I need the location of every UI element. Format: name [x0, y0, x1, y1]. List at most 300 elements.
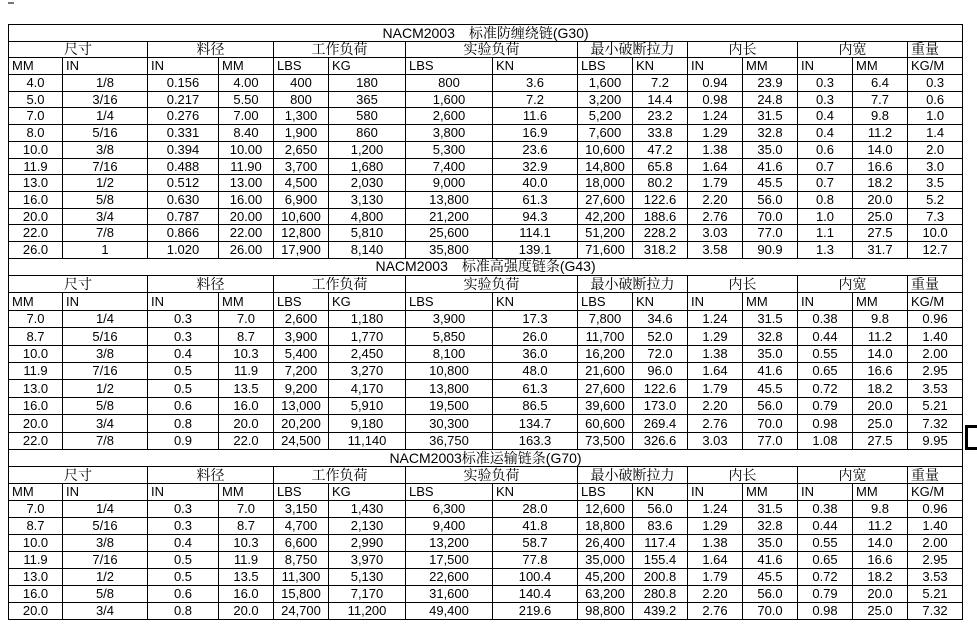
column-group-header: 内长 — [688, 41, 798, 58]
chain-spec-tables — [8, 24, 963, 620]
table-cell: 17.3 — [493, 310, 578, 327]
table-cell: 269.4 — [633, 415, 688, 432]
table-cell: 32.8 — [743, 517, 798, 534]
column-group-header-row — [9, 466, 963, 483]
table-cell: 6,600 — [274, 534, 329, 551]
table-cell: 3/4 — [63, 602, 148, 619]
table-cell: 20.0 — [9, 415, 63, 432]
column-unit-header-row — [9, 58, 963, 75]
column-unit-header: LBS — [274, 58, 329, 75]
table-cell: 31.5 — [743, 310, 798, 327]
table-cell: 100.4 — [493, 568, 578, 585]
table-cell: 20.0 — [9, 602, 63, 619]
table-cell: 32.8 — [743, 125, 798, 142]
table-cell: 1,300 — [274, 108, 329, 125]
column-unit-header-row — [9, 293, 963, 310]
column-group-header: 工作负荷 — [274, 276, 406, 293]
table-cell: 0.6 — [148, 585, 219, 602]
table-cell: 0.65 — [798, 551, 853, 568]
table-cell: 56.0 — [743, 585, 798, 602]
table-title-row — [9, 449, 963, 466]
table-cell: 9,180 — [329, 415, 406, 432]
table-cell: 0.6 — [148, 397, 219, 414]
table-cell: 13.5 — [219, 380, 274, 397]
table-cell: 30,300 — [406, 415, 493, 432]
table-cell: 49,400 — [406, 602, 493, 619]
table-cell: 9.8 — [853, 500, 908, 517]
clipped-rectangle-shape — [965, 425, 977, 450]
table-cell: 0.3 — [148, 310, 219, 327]
table-cell: 16.9 — [493, 125, 578, 142]
column-group-header: 工作负荷 — [274, 466, 406, 483]
table-cell: 13.0 — [9, 380, 63, 397]
table-cell: 6.4 — [853, 75, 908, 92]
table-cell: 11.90 — [219, 158, 274, 175]
table-cell: 7/16 — [63, 551, 148, 568]
table-cell: 7.2 — [633, 75, 688, 92]
table-cell: 2,600 — [406, 108, 493, 125]
table-cell: 16.0 — [9, 397, 63, 414]
table-cell: 1,600 — [578, 75, 633, 92]
table-cell: 3/16 — [63, 91, 148, 108]
table-cell: 8.40 — [219, 125, 274, 142]
table-cell: 9.8 — [853, 108, 908, 125]
table-row — [9, 534, 963, 551]
table-cell: 41.6 — [743, 158, 798, 175]
table-cell: 24,500 — [274, 432, 329, 449]
table-cell: 45.5 — [743, 568, 798, 585]
column-unit-header: IN — [148, 483, 219, 500]
table-cell: 8,140 — [329, 241, 406, 258]
table-cell: 4,170 — [329, 380, 406, 397]
table-cell: 0.512 — [148, 175, 219, 192]
table-cell: 3.58 — [688, 241, 743, 258]
table-cell: 1.24 — [688, 108, 743, 125]
table-cell: 228.2 — [633, 225, 688, 242]
table-cell: 0.94 — [688, 75, 743, 92]
table-cell: 3.03 — [688, 225, 743, 242]
table-cell: 22.0 — [9, 225, 63, 242]
table-cell: 0.96 — [908, 310, 963, 327]
table-cell: 35.0 — [743, 141, 798, 158]
table-cell: 45.5 — [743, 380, 798, 397]
table-cell: 12,800 — [274, 225, 329, 242]
table-cell: 7/16 — [63, 158, 148, 175]
table-cell: 11.2 — [853, 125, 908, 142]
table-cell: 0.4 — [798, 108, 853, 125]
column-group-header: 料径 — [148, 276, 274, 293]
column-group-header: 最小破断拉力 — [578, 276, 688, 293]
table-cell: 83.6 — [633, 517, 688, 534]
table-cell: 10.00 — [219, 141, 274, 158]
table-cell: 11.2 — [853, 517, 908, 534]
table-cell: 13.00 — [219, 175, 274, 192]
table-cell: 72.0 — [633, 345, 688, 362]
column-unit-header: MM — [743, 293, 798, 310]
table-cell: 18,000 — [578, 175, 633, 192]
table-cell: 35,000 — [578, 551, 633, 568]
table-cell: 3,900 — [274, 328, 329, 345]
table-row — [9, 500, 963, 517]
column-group-header: 内宽 — [798, 41, 908, 58]
table-cell: 1,770 — [329, 328, 406, 345]
table-cell: 1/4 — [63, 108, 148, 125]
table-cell: 2.95 — [908, 551, 963, 568]
table-cell: 0.3 — [148, 500, 219, 517]
table-cell: 0.630 — [148, 191, 219, 208]
table-cell: 0.72 — [798, 568, 853, 585]
table-cell: 3.5 — [908, 175, 963, 192]
column-unit-header: IN — [63, 483, 148, 500]
table-cell: 26,400 — [578, 534, 633, 551]
table-cell: 56.0 — [743, 191, 798, 208]
table-cell: 18.2 — [853, 568, 908, 585]
table-cell: 14.4 — [633, 91, 688, 108]
table-cell: 56.0 — [743, 397, 798, 414]
table-cell: 77.8 — [493, 551, 578, 568]
column-group-header-row — [9, 41, 963, 58]
column-unit-header: LBS — [578, 58, 633, 75]
table-cell: 0.38 — [798, 500, 853, 517]
table-cell: 0.866 — [148, 225, 219, 242]
table-cell: 20.0 — [219, 602, 274, 619]
table-cell: 5/8 — [63, 585, 148, 602]
table-cell: 5,200 — [578, 108, 633, 125]
table-cell: 5/16 — [63, 328, 148, 345]
table-cell: 25.0 — [853, 415, 908, 432]
column-group-header: 内长 — [688, 466, 798, 483]
table-cell: 2.00 — [908, 345, 963, 362]
column-unit-header: MM — [219, 483, 274, 500]
table-cell: 4,500 — [274, 175, 329, 192]
table-cell: 13,200 — [406, 534, 493, 551]
table-cell: 61.3 — [493, 191, 578, 208]
table-cell: 14.0 — [853, 534, 908, 551]
table-cell: 7.7 — [853, 91, 908, 108]
table-cell: 58.7 — [493, 534, 578, 551]
column-group-header: 尺寸 — [9, 276, 148, 293]
table-cell: 0.8 — [148, 602, 219, 619]
table-cell: 35.0 — [743, 345, 798, 362]
table-cell: 2,030 — [329, 175, 406, 192]
table-cell: 26.00 — [219, 241, 274, 258]
table-cell: 52.0 — [633, 328, 688, 345]
table-cell: 7/8 — [63, 432, 148, 449]
column-group-header: 实验负荷 — [406, 466, 578, 483]
table-cell: 6,300 — [406, 500, 493, 517]
table-cell: 5,400 — [274, 345, 329, 362]
table-cell: 41.6 — [743, 551, 798, 568]
table-cell: 5.0 — [9, 91, 63, 108]
column-unit-header: IN — [148, 293, 219, 310]
table-cell: 61.3 — [493, 380, 578, 397]
table-cell: 8.7 — [9, 517, 63, 534]
table-cell: 0.3 — [798, 75, 853, 92]
table-cell: 86.5 — [493, 397, 578, 414]
column-group-header: 料径 — [148, 41, 274, 58]
table-cell: 3.53 — [908, 568, 963, 585]
table-cell: 10,800 — [406, 362, 493, 379]
table-cell: 3,970 — [329, 551, 406, 568]
table-cell: 5.2 — [908, 191, 963, 208]
table-cell: 11.9 — [219, 551, 274, 568]
table-cell: 20.0 — [219, 415, 274, 432]
column-unit-header-row — [9, 483, 963, 500]
table-cell: 2,650 — [274, 141, 329, 158]
table-cell: 2.00 — [908, 534, 963, 551]
table-cell: 31.7 — [853, 241, 908, 258]
table-cell: 860 — [329, 125, 406, 142]
table-cell: 1.64 — [688, 362, 743, 379]
column-unit-header: IN — [688, 293, 743, 310]
table-cell: 280.8 — [633, 585, 688, 602]
table-cell: 23.2 — [633, 108, 688, 125]
table-cell: 10.3 — [219, 534, 274, 551]
table-cell: 1,680 — [329, 158, 406, 175]
table-cell: 1.0 — [798, 208, 853, 225]
table-cell: 48.0 — [493, 362, 578, 379]
column-unit-header: IN — [798, 58, 853, 75]
table-cell: 4,800 — [329, 208, 406, 225]
table-cell: 28.0 — [493, 500, 578, 517]
table-cell: 24.8 — [743, 91, 798, 108]
column-unit-header: KG/M — [908, 58, 963, 75]
table-cell: 1.29 — [688, 328, 743, 345]
column-unit-header: KN — [633, 293, 688, 310]
table-cell: 70.0 — [743, 208, 798, 225]
table-cell: 31.5 — [743, 500, 798, 517]
table-cell: 23.9 — [743, 75, 798, 92]
table-cell: 12,600 — [578, 500, 633, 517]
table-cell: 47.2 — [633, 141, 688, 158]
table-cell: 25,600 — [406, 225, 493, 242]
table-cell: 40.0 — [493, 175, 578, 192]
column-group-header: 尺寸 — [9, 466, 148, 483]
table-cell: 9.95 — [908, 432, 963, 449]
table-row — [9, 397, 963, 414]
table-cell: 7,400 — [406, 158, 493, 175]
table-cell: 1,430 — [329, 500, 406, 517]
table-cell: 27,600 — [578, 380, 633, 397]
table-cell: 35.0 — [743, 534, 798, 551]
table-title-g70: NACM2003标准运输链条(G70) — [9, 449, 963, 466]
table-cell: 11.9 — [9, 158, 63, 175]
column-unit-header: MM — [219, 58, 274, 75]
column-unit-header: KG — [329, 293, 406, 310]
table-cell: 439.2 — [633, 602, 688, 619]
table-cell: 5,810 — [329, 225, 406, 242]
table-cell: 7.3 — [908, 208, 963, 225]
table-cell: 24,700 — [274, 602, 329, 619]
table-cell: 800 — [406, 75, 493, 92]
table-cell: 1/2 — [63, 175, 148, 192]
table-cell: 12.7 — [908, 241, 963, 258]
table-cell: 8,750 — [274, 551, 329, 568]
table-cell: 3,130 — [329, 191, 406, 208]
table-cell: 16.6 — [853, 551, 908, 568]
table-cell: 7.32 — [908, 602, 963, 619]
table-cell: 3,800 — [406, 125, 493, 142]
table-cell: 34.6 — [633, 310, 688, 327]
table-cell: 0.8 — [798, 191, 853, 208]
table-cell: 14.0 — [853, 345, 908, 362]
table-cell: 1.40 — [908, 517, 963, 534]
table-cell: 0.4 — [798, 125, 853, 142]
table-cell: 22,600 — [406, 568, 493, 585]
table-cell: 2.76 — [688, 208, 743, 225]
table-cell: 7,170 — [329, 585, 406, 602]
table-cell: 219.6 — [493, 602, 578, 619]
table-cell: 10.3 — [219, 345, 274, 362]
table-cell: 41.8 — [493, 517, 578, 534]
table-cell: 200.8 — [633, 568, 688, 585]
table-cell: 13,800 — [406, 191, 493, 208]
table-cell: 7.0 — [219, 500, 274, 517]
table-cell: 9.8 — [853, 310, 908, 327]
table-cell: 2,600 — [274, 310, 329, 327]
column-unit-header: KG — [329, 58, 406, 75]
table-cell: 1.3 — [798, 241, 853, 258]
table-cell: 31,600 — [406, 585, 493, 602]
table-cell: 90.9 — [743, 241, 798, 258]
column-unit-header: LBS — [406, 58, 493, 75]
table-cell: 20.0 — [853, 397, 908, 414]
table-cell: 13,800 — [406, 380, 493, 397]
table-cell: 16.6 — [853, 362, 908, 379]
table-cell: 0.98 — [798, 602, 853, 619]
column-group-header: 实验负荷 — [406, 276, 578, 293]
table-cell: 18,800 — [578, 517, 633, 534]
table-cell: 2,990 — [329, 534, 406, 551]
table-cell: 7.0 — [9, 108, 63, 125]
table-row — [9, 517, 963, 534]
table-cell: 2.20 — [688, 585, 743, 602]
table-cell: 7.0 — [9, 310, 63, 327]
table-cell: 27.5 — [853, 225, 908, 242]
column-group-header: 内宽 — [798, 276, 908, 293]
table-row — [9, 175, 963, 192]
chain-spec-table-g43 — [8, 258, 963, 450]
table-cell: 114.1 — [493, 225, 578, 242]
column-unit-header: LBS — [578, 293, 633, 310]
column-unit-header: MM — [9, 483, 63, 500]
column-unit-header: LBS — [578, 483, 633, 500]
table-row — [9, 91, 963, 108]
column-group-header: 工作负荷 — [274, 41, 406, 58]
table-cell: 0.55 — [798, 345, 853, 362]
table-cell: 21,600 — [578, 362, 633, 379]
table-cell: 1/8 — [63, 75, 148, 92]
column-unit-header: KN — [633, 483, 688, 500]
table-cell: 3,700 — [274, 158, 329, 175]
table-cell: 31.5 — [743, 108, 798, 125]
table-cell: 7.0 — [219, 310, 274, 327]
table-cell: 2.20 — [688, 397, 743, 414]
table-row — [9, 328, 963, 345]
table-cell: 1 — [63, 241, 148, 258]
table-cell: 1.29 — [688, 125, 743, 142]
table-cell: 8,100 — [406, 345, 493, 362]
table-cell: 27,600 — [578, 191, 633, 208]
column-unit-header: KN — [493, 58, 578, 75]
column-group-header: 最小破断拉力 — [578, 41, 688, 58]
table-cell: 27.5 — [853, 432, 908, 449]
table-cell: 42,200 — [578, 208, 633, 225]
table-cell: 16.0 — [9, 191, 63, 208]
table-cell: 0.3 — [148, 328, 219, 345]
table-cell: 4.0 — [9, 75, 63, 92]
table-row — [9, 585, 963, 602]
table-cell: 11.9 — [9, 362, 63, 379]
table-cell: 10,600 — [578, 141, 633, 158]
table-cell: 98,800 — [578, 602, 633, 619]
column-unit-header: IN — [148, 58, 219, 75]
chain-spec-table-g30 — [8, 24, 963, 259]
table-cell: 22.00 — [219, 225, 274, 242]
table-cell: 7.2 — [493, 91, 578, 108]
table-cell: 96.0 — [633, 362, 688, 379]
table-cell: 155.4 — [633, 551, 688, 568]
table-cell: 0.6 — [908, 91, 963, 108]
column-unit-header: IN — [688, 58, 743, 75]
column-unit-header: IN — [688, 483, 743, 500]
table-cell: 11.9 — [9, 551, 63, 568]
table-cell: 2.0 — [908, 141, 963, 158]
table-cell: 20,200 — [274, 415, 329, 432]
table-cell: 8.7 — [9, 328, 63, 345]
table-cell: 23.6 — [493, 141, 578, 158]
table-cell: 1/4 — [63, 500, 148, 517]
table-cell: 10,600 — [274, 208, 329, 225]
table-cell: 32.8 — [743, 328, 798, 345]
table-cell: 0.4 — [148, 345, 219, 362]
table-cell: 1.79 — [688, 380, 743, 397]
table-cell: 122.6 — [633, 380, 688, 397]
table-cell: 35,800 — [406, 241, 493, 258]
table-cell: 0.98 — [798, 415, 853, 432]
table-cell: 63,200 — [578, 585, 633, 602]
table-cell: 22.0 — [9, 432, 63, 449]
table-cell: 45,200 — [578, 568, 633, 585]
table-row — [9, 158, 963, 175]
table-row — [9, 432, 963, 449]
table-cell: 1.40 — [908, 328, 963, 345]
column-unit-header: LBS — [406, 483, 493, 500]
table-row — [9, 380, 963, 397]
table-cell: 51,200 — [578, 225, 633, 242]
table-cell: 3/8 — [63, 534, 148, 551]
table-cell: 3/4 — [63, 415, 148, 432]
table-cell: 77.0 — [743, 225, 798, 242]
table-cell: 26.0 — [493, 328, 578, 345]
table-cell: 10.0 — [9, 345, 63, 362]
table-cell: 25.0 — [853, 208, 908, 225]
table-cell: 17,900 — [274, 241, 329, 258]
column-group-header: 料径 — [148, 466, 274, 483]
table-row — [9, 191, 963, 208]
table-cell: 25.0 — [853, 602, 908, 619]
table-cell: 10.0 — [9, 141, 63, 158]
table-row — [9, 241, 963, 258]
table-cell: 0.8 — [148, 415, 219, 432]
table-cell: 0.7 — [798, 158, 853, 175]
table-cell: 7.32 — [908, 415, 963, 432]
table-cell: 0.79 — [798, 585, 853, 602]
table-cell: 11,300 — [274, 568, 329, 585]
column-unit-header: KN — [633, 58, 688, 75]
table-cell: 3,150 — [274, 500, 329, 517]
table-row — [9, 602, 963, 619]
